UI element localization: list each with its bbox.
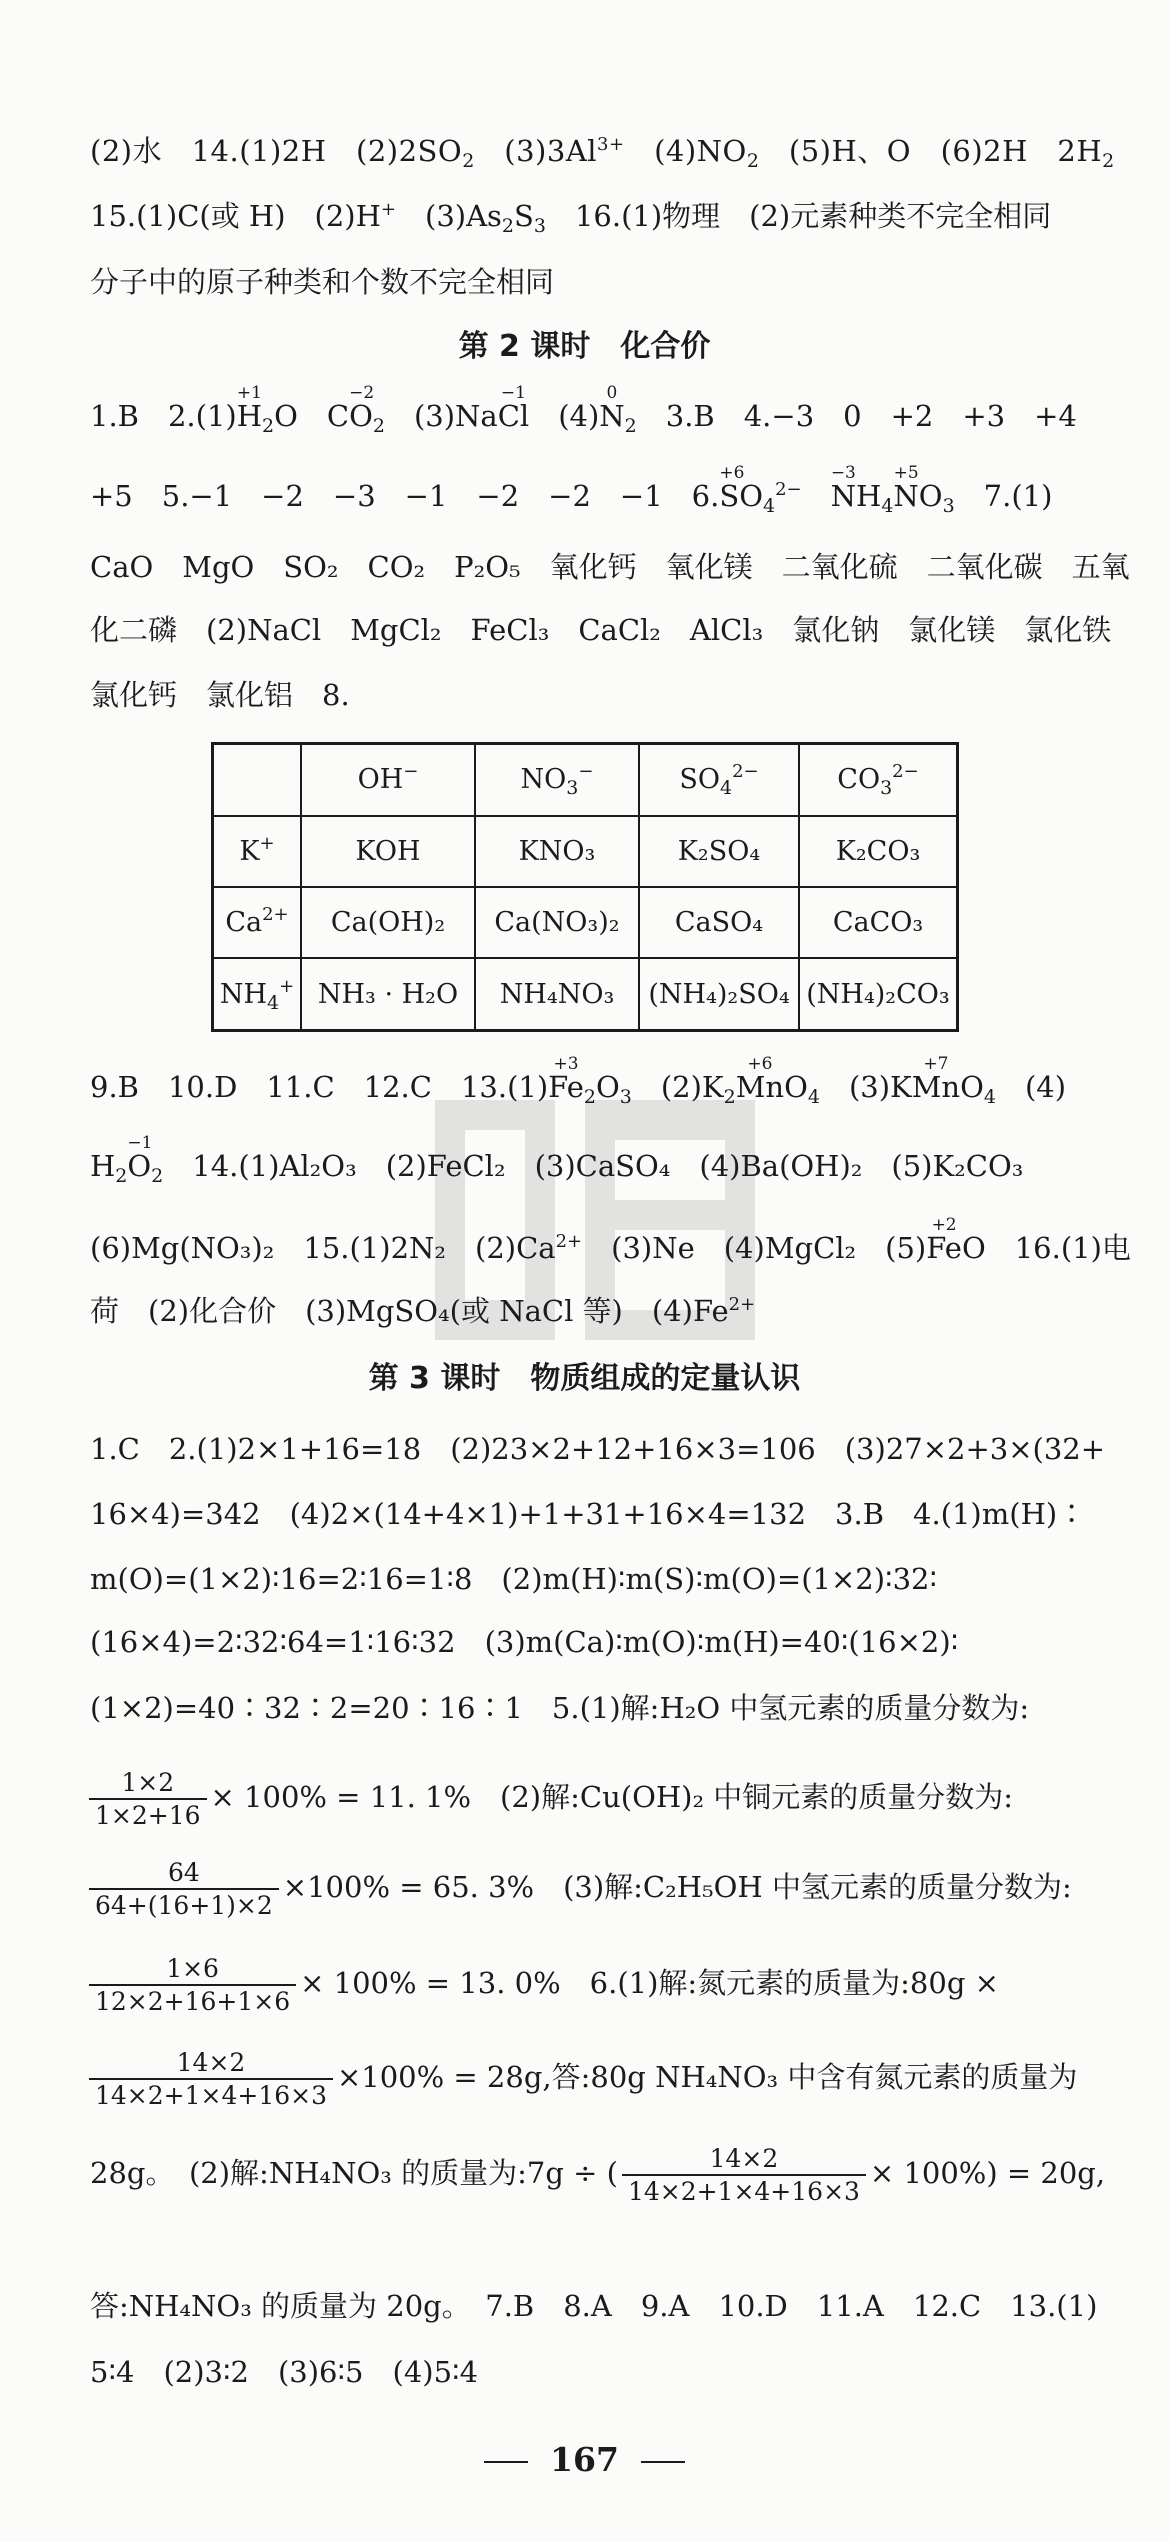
table-row [213,887,958,958]
line-13: 1.C 2.(1)2×1+16=18 (2)23×2+12+16×3=106 (3)27×2+3×(32+ [90,1432,1106,1466]
fraction: $\frac{1\times 6}{12\times 2+16+1\times 6}$ [89,1956,296,2014]
line-15: m(O)=(1×2)∶16=2∶16=1∶8 (2)m(H)∶m(S)∶m(O)=(1×2)∶32∶ [90,1562,938,1596]
line-12: 荷 (2)化合价 (3)MgSO₄(或 NaCl 等) $(4)Fe^{2+}$ [90,1294,756,1328]
line-7: 化二磷 (2)NaCl MgCl₂ FeCl₃ CaCl₂ AlCl₃ 氯化钠 氯化镁 氯化铁 [90,613,1112,647]
line-fraction-4: $\frac{14\times 2}{14\times 2+1\times 4+16\times 3}$ ×100% = 28g,答:80g NH₄NO₃ 中含有氮元素的质量为 [85,2050,1169,2108]
table-cell: (NH₄)₂SO₄ [639,958,799,1030]
line-16: (16×4)=2∶32∶64=1∶16∶32 (3)m(Ca)∶m(O)∶m(H)=40∶(16×2)∶ [90,1625,959,1659]
line-14: 16×4)=342 (4)2×(14+4×1)+1+31+16×4=132 3.B 4.(1)m(H)∶ [90,1497,1087,1531]
table-cell: KOH [301,816,475,887]
line-2: 15.(1)C(或 H) (2)H+ $(3)As_2S_3$ 16.(1)物理 (2)元素种类不完全相同 [90,199,1052,237]
table-cell: KNO₃ [475,816,639,887]
line-17: (1×2)=40∶32∶2=20∶16∶1 5.(1)解:H₂O 中氢元素的质量分数为: [90,1691,1030,1725]
page-number-dash-right [641,2461,685,2463]
table-cell: K₂SO₄ [639,816,799,887]
line-18: 答:NH₄NO₃ 的质量为 20g。 7.B 8.A 9.A 10.D 11.A 12.C 13.(1) [90,2289,1098,2323]
table-cell: NH₄NO₃ [475,958,639,1030]
line-4: 1.B 2.(1) +1 $H_2O$ C −2 $O_2$ (3)Na −1 Cl (4) 0 $N_2$ 3.B 4.−3 0 +2 +3 +4 [90,383,1077,437]
page-number: 167 [0,2440,1169,2479]
line-8: 氯化钙 氯化铝 8. [90,678,350,712]
line-19: 5∶4 (2)3∶2 (3)6∶5 (4)5∶4 [90,2355,479,2389]
table-cell: Ca(NO₃)₂ [475,887,639,958]
table-row-header-potassium: K+ [213,816,302,887]
table-header-sulfate: $SO_4^{2-}$ [639,744,799,816]
table-row [213,958,958,1030]
table-row [213,744,958,816]
line-10: $H_2$ −1 $O_2$ 14.(1)Al₂O₃ (2)FeCl₂ (3)CaSO₄ (4)Ba(OH)₂ (5)K₂CO₃ [90,1133,1024,1187]
line-fraction-2: $\frac{64}{64+(16+1)\times 2}$ ×100% = 65. 3% (3)解:C₂H₅OH 中氢元素的质量分数为: [85,1860,1169,1918]
table-cell: (NH₄)₂CO₃ [799,958,958,1030]
fraction: $\frac{14\times 2}{14\times 2+1\times 4+16\times 3}$ [89,2050,333,2108]
fraction: $\frac{64}{64+(16+1)\times 2}$ [89,1860,279,1918]
table-cell: K₂CO₃ [799,816,958,887]
table-cell: CaCO₃ [799,887,958,958]
table-row [213,816,958,887]
line-11: (6)Mg(NO₃)₂ 15.(1)2N₂ $(2)Ca^{2+}$ (3)Ne (4)MgCl₂ (5) +2 FeO 16.(1)电 [90,1215,1131,1265]
fraction: $\frac{14\times 2}{14\times 2+1\times 4+16\times 3}$ [622,2146,866,2204]
table-corner [213,744,302,816]
line-9: 9.B 10.D 11.C 12.C 13.(1) +3 $Fe_2O_3$ $(2)K_2$ +6 MnO$_4$ (3)K +7 MnO$_4$ (4) [90,1054,1067,1108]
table-row-header-calcium: $Ca^{2+}$ [213,887,302,958]
table-row-header-ammonium: $NH_4^+$ [213,958,302,1030]
line-6: CaO MgO SO₂ CO₂ P₂O₅ 氧化钙 氧化镁 二氧化硫 二氧化碳 五氧 [90,550,1130,584]
line-fraction-5: 28g。 (2)解:NH₄NO₃ 的质量为:7g ÷ ( $\frac{14\times 2}{14\times 2+1\times 4+16\times 3}$ × 100%) = 20g, [90,2144,1106,2206]
table-cell: Ca(OH)₂ [301,887,475,958]
line-1: (2)水 14.(1)2H $(2)2SO_2$ $(3)3Al^{3+}$ $(4)NO_2$ (5)H、O (6)2H $2H_2$ [90,134,1115,172]
table-header-carbonate: $CO_3^{2-}$ [799,744,958,816]
line-fraction-3: $\frac{1\times 6}{12\times 2+16+1\times 6}$ × 100% = 13. 0% 6.(1)解:氮元素的质量为:80g × [85,1956,1169,2014]
table-cell: CaSO₄ [639,887,799,958]
line-3: 分子中的原子种类和个数不完全相同 [90,265,555,299]
table-header-nitrate: $NO_3^-$ [475,744,639,816]
line-5: +5 5.−1 −2 −3 −1 −2 −2 −1 6. +6 $SO_4^{2-}$ −3 $NH_4$ +5 $NO_3$ 7.(1) [90,463,1053,517]
section-title-lesson-2: 第 2 课时 化合价 [458,329,711,364]
fraction: $\frac{1\times 2}{1\times 2+16}$ [89,1770,207,1828]
table-cell: NH₃ · H₂O [301,958,475,1030]
table-header-hydroxide: OH− [301,744,475,816]
page-number-dash-left [484,2461,528,2463]
valence-table [211,742,959,1032]
section-title-lesson-3: 第 3 课时 物质组成的定量认识 [368,1361,801,1396]
line-fraction-1: $\frac{1\times 2}{1\times 2+16}$ × 100% = 11. 1% (2)解:Cu(OH)₂ 中铜元素的质量分数为: [85,1770,1169,1828]
